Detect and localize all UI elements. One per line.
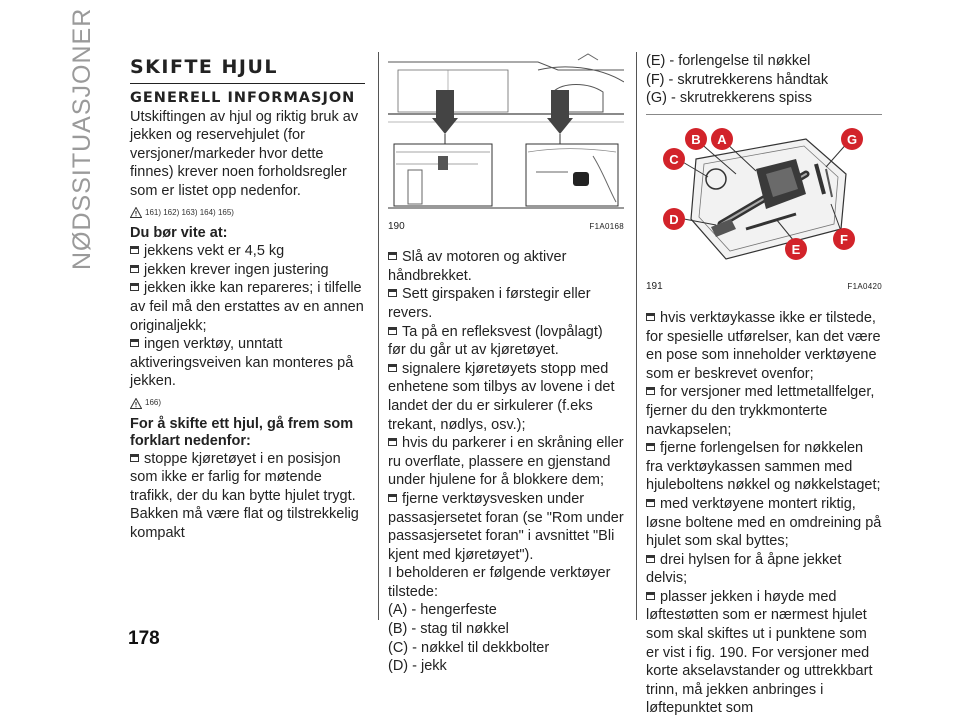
callout-f — [833, 228, 855, 250]
figure-caption — [388, 218, 624, 237]
column-3 — [646, 52, 882, 718]
callout-label: A — [717, 131, 727, 147]
list-item-text: for versjoner med lettmetallfelger, fjerner du den trykkmonterte navkapselen; — [646, 384, 875, 438]
list-item-text: plasser jekken i høyde med løftestøtten som er nærmest hjulet som skal skiftes ut i punktene som er vist i fig. 190. For versjoner med korte akselavstander og uttrekkbart trinn, må jekken anbringes i løftepunktet som — [646, 588, 873, 717]
list-item-text: Slå av motoren og aktiver håndbrekket. — [388, 249, 567, 284]
column-divider — [378, 52, 379, 620]
bullet-icon — [130, 283, 139, 291]
list-item-text: Ta på en refleksvest (lovpålagt) før du går ut av kjøretøyet. — [388, 323, 603, 359]
list-item-text: jekkens vekt er 4,5 kg — [144, 243, 285, 260]
list-item-text: Sett girspaken i førstegir eller revers. — [388, 286, 591, 321]
list-item-text: hvis du parkerer i en skråning eller ru overflate, plassere en gjenstand under hjulene for å blokkere dem; — [388, 435, 624, 489]
list-item — [130, 279, 365, 335]
page-title: SKIFTE HJUL — [130, 58, 365, 84]
tools-intro: I beholderen er følgende verktøyer tilstede: — [388, 565, 611, 600]
list-item — [646, 439, 882, 495]
list-item-text: fjerne forlengelsen for nøkkelen fra verktøykassen sammen med hjuleboltens nøkkel og nøkkelstaget; — [646, 440, 881, 494]
bullet-icon — [130, 265, 139, 273]
bullet-icon — [646, 443, 655, 451]
callout-d — [663, 208, 685, 230]
intro-paragraph: Utskiftingen av hjul og riktig bruk av jekken og reservehjulet (for versjoner/markeder hvor dette finnes) krever noen forholdsregler som er listet opp nedenfor. — [130, 108, 359, 199]
list-item — [388, 285, 624, 322]
list-item — [646, 383, 882, 439]
callout-b — [685, 128, 707, 150]
callout-g — [841, 128, 863, 150]
list-item — [130, 261, 365, 280]
list-item — [130, 335, 365, 391]
bullet-icon — [646, 555, 655, 563]
toolkit-illustration — [646, 119, 882, 271]
list-item — [388, 323, 624, 360]
callout-label: D — [669, 211, 679, 227]
bullet-icon — [130, 339, 139, 347]
list-item — [130, 242, 365, 261]
callout-a — [711, 128, 733, 150]
list-item-text: drei hylsen for å åpne jekket delvis; — [646, 551, 842, 587]
list-item — [388, 248, 624, 285]
figure-190 — [388, 52, 624, 236]
tool-item: (F) - skrutrekkerens håndtak — [646, 71, 829, 88]
tools-list-continued — [646, 52, 882, 108]
column-divider — [636, 52, 637, 620]
warning-reference-text: 166) — [145, 397, 162, 407]
bullet-icon — [388, 252, 397, 260]
list-item — [646, 309, 882, 383]
bullet-icon — [388, 494, 397, 502]
list-item — [388, 360, 624, 434]
figure-number: 190 — [388, 220, 405, 232]
warning-reference — [130, 204, 365, 223]
bullet-icon — [646, 387, 655, 395]
bullet-icon — [388, 327, 397, 335]
list-item-text: stoppe kjøretøyet i en posisjon som ikke er farlig for møtende trafikk, der du kan bytte hjulet trygt. Bakken må være flat og tilstrekkelig kompakt — [130, 450, 359, 541]
figure-caption — [646, 278, 882, 297]
tool-item: (C) - nøkkel til dekkbolter — [388, 639, 550, 656]
column-2 — [388, 52, 624, 676]
list-item-text: jekken ikke kan repareres; i tilfelle av feil må den erstattes av en annen originaljekk; — [130, 280, 364, 334]
callout-e — [785, 238, 807, 260]
figure-191 — [646, 119, 882, 297]
bullet-list-preparation — [388, 248, 624, 564]
figure-top-rule — [646, 114, 882, 115]
subheading-procedure: For å skifte ett hjul, gå frem som forklart nedenfor: — [130, 415, 354, 449]
subheading-know: Du bør vite at: — [130, 225, 228, 242]
figure-number: 191 — [646, 281, 663, 293]
callout-label: C — [669, 151, 679, 167]
section-heading: GENERELL INFORMASJON — [130, 89, 356, 106]
list-item — [646, 495, 882, 551]
warning-icon — [130, 398, 142, 409]
column-1 — [130, 52, 365, 542]
page-number: 178 — [128, 628, 160, 649]
list-item — [646, 588, 882, 718]
list-item-text: signalere kjøretøyets stopp med enhetene som tilbys av lovene i det landet der du er sirkulerer (f.eks trekant, nødlys, osv.); — [388, 360, 615, 433]
van-lifting-points-illustration — [388, 52, 624, 210]
bullet-icon — [646, 313, 655, 321]
list-item-text: med verktøyene montert riktig, løsne boltene med en omdreining på hjulet som skal byttes; — [646, 495, 882, 550]
figure-code: F1A0168 — [589, 221, 624, 231]
bullet-list-procedure — [646, 309, 882, 718]
list-item-text: fjerne verktøysvesken under passasjersetet foran (se "Rom under passasjersetet foran" i avsnittet "Bli kjent med kjøretøyet"). — [388, 490, 624, 563]
callout-c — [663, 148, 685, 170]
tool-item: (G) - skrutrekkerens spiss — [646, 90, 812, 107]
callout-label: B — [691, 131, 701, 147]
warning-icon — [130, 207, 142, 218]
figure-code: F1A0420 — [847, 282, 882, 292]
bullet-icon — [388, 289, 397, 297]
list-item-text: ingen verktøy, unntatt aktiveringsveiven kan monteres på jekken. — [130, 336, 354, 390]
bullet-icon — [130, 454, 139, 462]
callout-label: G — [846, 131, 858, 147]
list-item — [130, 450, 365, 543]
bullet-icon — [388, 364, 397, 372]
bullet-icon — [130, 246, 139, 254]
bullet-list-know — [130, 242, 365, 391]
tool-item: (E) - forlengelse til nøkkel — [646, 53, 811, 69]
bullet-icon — [646, 499, 655, 507]
callout-label: F — [840, 231, 848, 247]
bullet-icon — [646, 592, 655, 600]
warning-reference — [130, 394, 365, 413]
list-item-text: jekken krever ingen justering — [144, 261, 329, 278]
tool-item: (A) - hengerfeste — [388, 602, 497, 619]
bullet-icon — [388, 438, 397, 446]
list-item — [646, 551, 882, 588]
list-item — [388, 490, 624, 564]
tool-item: (D) - jekk — [388, 658, 447, 675]
list-item-text: hvis verktøykasse ikke er tilstede, for spesielle utførelser, kan det være en pose som inneholder verktøyene som er beskrevet ovenfor; — [646, 309, 881, 382]
callout-label: E — [791, 241, 801, 257]
tool-item: (B) - stag til nøkkel — [388, 621, 509, 638]
tools-list — [388, 601, 624, 675]
warning-reference-text: 161) 162) 163) 164) 165) — [145, 207, 234, 217]
list-item — [388, 434, 624, 490]
